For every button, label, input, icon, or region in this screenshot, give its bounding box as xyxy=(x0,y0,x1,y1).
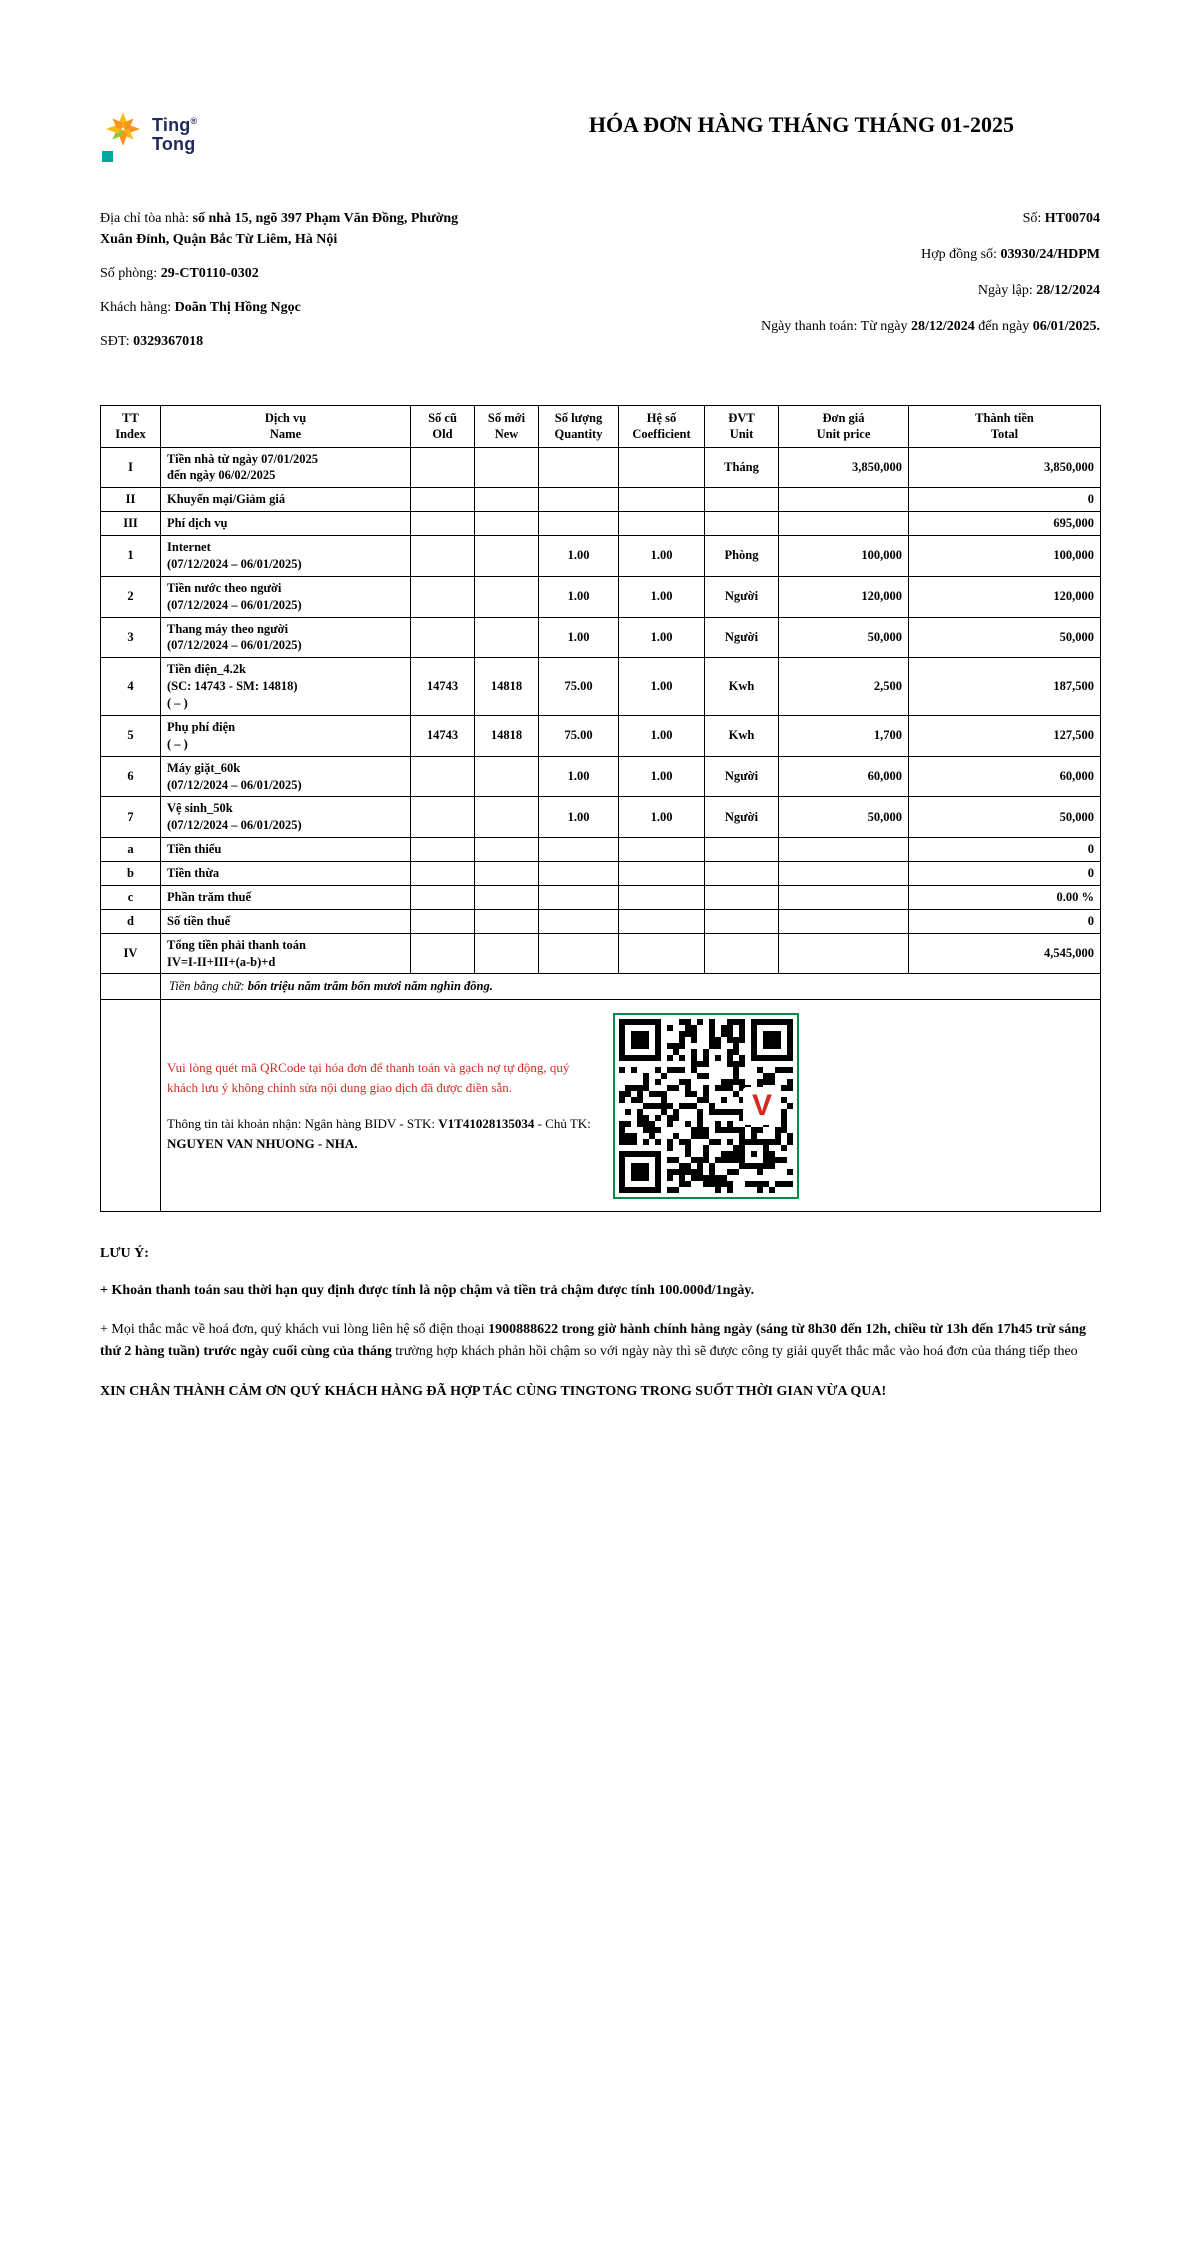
cell-old xyxy=(411,617,475,658)
table-row xyxy=(101,838,1101,862)
cell-total: 120,000 xyxy=(909,576,1101,617)
cell-qty: 1.00 xyxy=(539,576,619,617)
cell-coef xyxy=(619,862,705,886)
column-header: TT Index xyxy=(101,406,161,448)
cell-coef: 1.00 xyxy=(619,658,705,716)
cell-total: 50,000 xyxy=(909,617,1101,658)
invoice-number: Số: HT00704 xyxy=(1022,211,1100,226)
cell-unit xyxy=(705,512,779,536)
qr-bank-logo-icon: V xyxy=(743,1087,781,1125)
cell-unit xyxy=(705,862,779,886)
cell-total: 0.00 % xyxy=(909,885,1101,909)
cell-unit: Tháng xyxy=(705,447,779,488)
cell-tt: 6 xyxy=(101,756,161,797)
cell-tt: III xyxy=(101,512,161,536)
invoice-title: HÓA ĐƠN HÀNG THÁNG THÁNG 01-2025 xyxy=(588,112,1014,137)
cell-old: 14743 xyxy=(411,715,475,756)
cell-price: 50,000 xyxy=(779,617,909,658)
footer-notes xyxy=(100,1246,1100,1401)
table-row xyxy=(101,715,1101,756)
cell-old xyxy=(411,447,475,488)
cell-tt: IV xyxy=(101,933,161,974)
cell-qty xyxy=(539,933,619,974)
account-info: Thông tin tài khoản nhận: Ngân hàng BIDV - STK: V1T41028135034 - Chủ TK: NGUYEN VAN NHUONG - NHA. xyxy=(167,1115,591,1152)
qr-payment-cell xyxy=(161,1000,1101,1212)
table-row xyxy=(101,885,1101,909)
cell-price xyxy=(779,512,909,536)
cell-total: 4,545,000 xyxy=(909,933,1101,974)
cell-name: Khuyến mại/Giảm giá xyxy=(161,488,411,512)
cell-coef xyxy=(619,885,705,909)
cell-old xyxy=(411,536,475,577)
cell-name: Phí dịch vụ xyxy=(161,512,411,536)
registered-mark: ® xyxy=(190,116,198,126)
cell-coef: 1.00 xyxy=(619,715,705,756)
cell-tt: b xyxy=(101,862,161,886)
cell-new xyxy=(475,756,539,797)
cell-total: 0 xyxy=(909,862,1101,886)
cell-new xyxy=(475,512,539,536)
cell-total: 127,500 xyxy=(909,715,1101,756)
header xyxy=(100,110,1100,164)
cell-price xyxy=(779,885,909,909)
cell-total: 695,000 xyxy=(909,512,1101,536)
cell-unit: Phòng xyxy=(705,536,779,577)
cell-unit xyxy=(705,909,779,933)
cell-qty xyxy=(539,512,619,536)
cell-tt: c xyxy=(101,885,161,909)
cell-total: 50,000 xyxy=(909,797,1101,838)
cell-old xyxy=(411,797,475,838)
customer-name: Khách hàng: Doãn Thị Hồng Ngọc xyxy=(100,300,301,315)
invoice-table xyxy=(100,405,1101,1212)
cell-price: 120,000 xyxy=(779,576,909,617)
cell-new: 14818 xyxy=(475,715,539,756)
cell-tt: I xyxy=(101,447,161,488)
cell-name: Tiền thiếu xyxy=(161,838,411,862)
cell-new xyxy=(475,885,539,909)
cell-name: Tiền điện_4.2k (SC: 14743 - SM: 14818) ( – ) xyxy=(161,658,411,716)
cell-coef xyxy=(619,909,705,933)
cell-new xyxy=(475,909,539,933)
cell-tt: 3 xyxy=(101,617,161,658)
invoice-table-head-row xyxy=(101,406,1101,448)
thank-you-note: XIN CHÂN THÀNH CẢM ƠN QUÝ KHÁCH HÀNG ĐÃ HỢP TÁC CÙNG TINGTONG TRONG SUỐT THỜI GIAN VỪA QUA! xyxy=(100,1383,887,1399)
notes-title: LƯU Ý: xyxy=(100,1246,149,1262)
column-header: Số lượng Quantity xyxy=(539,406,619,448)
cell-coef: 1.00 xyxy=(619,756,705,797)
cell-price xyxy=(779,933,909,974)
cell-total: 100,000 xyxy=(909,536,1101,577)
cell-name: Tiền nhà từ ngày 07/01/2025 đến ngày 06/02/2025 xyxy=(161,447,411,488)
table-row xyxy=(101,488,1101,512)
cell-tt: 4 xyxy=(101,658,161,716)
cell-price: 100,000 xyxy=(779,536,909,577)
cell-old xyxy=(411,909,475,933)
cell-price xyxy=(779,909,909,933)
column-header: Hệ số Coefficient xyxy=(619,406,705,448)
table-row xyxy=(101,909,1101,933)
cell-qty xyxy=(539,885,619,909)
cell-total: 187,500 xyxy=(909,658,1101,716)
column-header: Số cũ Old xyxy=(411,406,475,448)
table-row xyxy=(101,512,1101,536)
issue-date: Ngày lập: 28/12/2024 xyxy=(977,283,1100,298)
cell-old: 14743 xyxy=(411,658,475,716)
cell-tt: 1 xyxy=(101,536,161,577)
cell-old xyxy=(411,756,475,797)
cell-name: Thang máy theo người (07/12/2024 – 06/01/2025) xyxy=(161,617,411,658)
cell-new xyxy=(475,862,539,886)
cell-total: 60,000 xyxy=(909,756,1101,797)
cell-new xyxy=(475,617,539,658)
invoice-table-body xyxy=(101,447,1101,974)
cell-price: 1,700 xyxy=(779,715,909,756)
qr-warning-text: Vui lòng quét mã QRCode tại hóa đơn để thanh toán và gạch nợ tự động, quý khách lưu ý không chỉnh sửa nội dung giao dịch đã được điền sẵn. xyxy=(167,1059,570,1095)
cell-name: Internet (07/12/2024 – 06/01/2025) xyxy=(161,536,411,577)
cell-coef xyxy=(619,512,705,536)
cell-price xyxy=(779,488,909,512)
cell-unit: Người xyxy=(705,576,779,617)
cell-unit: Kwh xyxy=(705,658,779,716)
amount-in-words: Tiền bằng chữ: bốn triệu năm trăm bốn mươi năm nghìn đồng. xyxy=(161,974,1101,1000)
cell-unit: Người xyxy=(705,797,779,838)
table-row xyxy=(101,658,1101,716)
cell-price: 3,850,000 xyxy=(779,447,909,488)
cell-old xyxy=(411,862,475,886)
table-row xyxy=(101,617,1101,658)
cell-new xyxy=(475,488,539,512)
tingtong-logo-text xyxy=(152,116,197,155)
payment-instructions xyxy=(167,1058,599,1155)
invoice-meta xyxy=(700,208,1100,365)
cell-tt: 2 xyxy=(101,576,161,617)
cell-unit xyxy=(705,838,779,862)
table-row xyxy=(101,862,1101,886)
cell-qty: 75.00 xyxy=(539,658,619,716)
tingtong-logo-icon xyxy=(100,110,146,164)
table-row xyxy=(101,536,1101,577)
cell-qty xyxy=(539,838,619,862)
cell-qty: 1.00 xyxy=(539,756,619,797)
room-number: Số phòng: 29-CT0110-0302 xyxy=(100,266,259,281)
cell-qty: 1.00 xyxy=(539,797,619,838)
payment-period: Ngày thanh toán: Từ ngày 28/12/2024 đến ngày 06/01/2025. xyxy=(760,319,1100,334)
cell-old xyxy=(411,512,475,536)
cell-new xyxy=(475,838,539,862)
column-header: Dịch vụ Name xyxy=(161,406,411,448)
cell-coef xyxy=(619,488,705,512)
cell-old xyxy=(411,488,475,512)
cell-old xyxy=(411,838,475,862)
cell-price: 2,500 xyxy=(779,658,909,716)
cell-total: 3,850,000 xyxy=(909,447,1101,488)
cell-unit: Người xyxy=(705,617,779,658)
column-header: Số mới New xyxy=(475,406,539,448)
cell-new xyxy=(475,536,539,577)
tingtong-logo xyxy=(100,110,197,164)
invoice-info xyxy=(100,208,1100,365)
cell-empty xyxy=(101,974,161,1000)
cell-name: Tiền nước theo người (07/12/2024 – 06/01/2025) xyxy=(161,576,411,617)
cell-name: Phần trăm thuế xyxy=(161,885,411,909)
cell-old xyxy=(411,576,475,617)
contract-number: Hợp đồng số: 03930/24/HDPM xyxy=(921,247,1100,262)
cell-old xyxy=(411,933,475,974)
logo-word-ting: Ting xyxy=(152,115,191,135)
column-header: Đơn giá Unit price xyxy=(779,406,909,448)
cell-new: 14818 xyxy=(475,658,539,716)
cell-old xyxy=(411,885,475,909)
hotline-note: + Mọi thắc mắc về hoá đơn, quý khách vui lòng liên hệ số điện thoại 1900888622 trong giờ hành chính hàng ngày (sáng từ 8h30 đến 12h, chiều từ 13h đến 17h45 trừ sáng thứ 2 hàng tuần) trước ngày cuối cùng của tháng trường hợp khách phản hồi chậm so với ngày này thì sẽ được công ty giải quyết thắc mắc vào hoá đơn của tháng tiếp theo xyxy=(100,1322,1087,1360)
cell-tt: 5 xyxy=(101,715,161,756)
cell-tt: a xyxy=(101,838,161,862)
table-row xyxy=(101,447,1101,488)
cell-name: Vệ sinh_50k (07/12/2024 – 06/01/2025) xyxy=(161,797,411,838)
cell-coef xyxy=(619,933,705,974)
cell-name: Phụ phí điện ( – ) xyxy=(161,715,411,756)
cell-tt: 7 xyxy=(101,797,161,838)
cell-unit xyxy=(705,488,779,512)
cell-unit: Kwh xyxy=(705,715,779,756)
column-header: Thành tiền Total xyxy=(909,406,1101,448)
cell-price xyxy=(779,862,909,886)
cell-unit: Người xyxy=(705,756,779,797)
cell-total: 0 xyxy=(909,488,1101,512)
amount-in-words-row xyxy=(101,974,1101,1000)
cell-name: Máy giặt_60k (07/12/2024 – 06/01/2025) xyxy=(161,756,411,797)
cell-unit xyxy=(705,885,779,909)
cell-name: Tiền thừa xyxy=(161,862,411,886)
cell-coef: 1.00 xyxy=(619,797,705,838)
table-row xyxy=(101,797,1101,838)
invoice-table-footer xyxy=(101,974,1101,1212)
cell-total: 0 xyxy=(909,909,1101,933)
customer-phone: SĐT: 0329367018 xyxy=(100,334,204,349)
cell-price: 50,000 xyxy=(779,797,909,838)
cell-qty xyxy=(539,862,619,886)
cell-price xyxy=(779,838,909,862)
qr-payment-row xyxy=(101,1000,1101,1212)
cell-new xyxy=(475,933,539,974)
cell-qty: 1.00 xyxy=(539,536,619,577)
table-row xyxy=(101,933,1101,974)
table-row xyxy=(101,756,1101,797)
cell-tt: II xyxy=(101,488,161,512)
column-header: ĐVT Unit xyxy=(705,406,779,448)
logo-word-tong: Tong xyxy=(152,134,196,155)
cell-qty: 75.00 xyxy=(539,715,619,756)
cell-name: Tổng tiền phải thanh toán IV=I-II+III+(a-b)+d xyxy=(161,933,411,974)
cell-coef xyxy=(619,447,705,488)
cell-price: 60,000 xyxy=(779,756,909,797)
table-row xyxy=(101,576,1101,617)
cell-name: Số tiền thuế xyxy=(161,909,411,933)
cell-qty xyxy=(539,488,619,512)
cell-new xyxy=(475,576,539,617)
cell-coef xyxy=(619,838,705,862)
building-address: Địa chỉ tòa nhà: số nhà 15, ngõ 397 Phạm Văn Đồng, Phường Xuân Đỉnh, Quận Bắc Từ Liêm, Hà Nội xyxy=(100,211,459,247)
cell-qty: 1.00 xyxy=(539,617,619,658)
cell-unit xyxy=(705,933,779,974)
cell-qty xyxy=(539,909,619,933)
cell-coef: 1.00 xyxy=(619,576,705,617)
cell-coef: 1.00 xyxy=(619,536,705,577)
cell-tt: d xyxy=(101,909,161,933)
cell-qty xyxy=(539,447,619,488)
cell-total: 0 xyxy=(909,838,1101,862)
cell-empty xyxy=(101,1000,161,1212)
cell-new xyxy=(475,797,539,838)
customer-info xyxy=(100,208,460,365)
late-payment-note: + Khoản thanh toán sau thời hạn quy định được tính là nộp chậm và tiền trả chậm được tính 100.000đ/1ngày. xyxy=(100,1283,755,1299)
qr-code-frame xyxy=(613,1013,799,1199)
cell-new xyxy=(475,447,539,488)
cell-coef: 1.00 xyxy=(619,617,705,658)
